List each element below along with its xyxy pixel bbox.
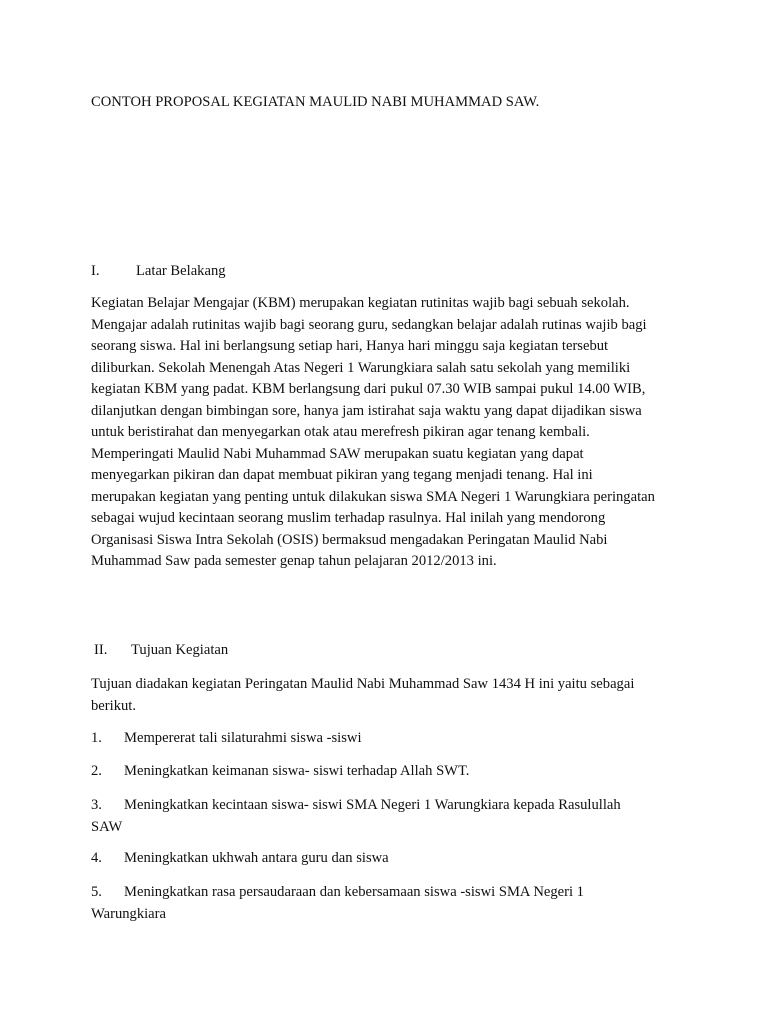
- list-item-number: 5.: [91, 884, 102, 900]
- list-item-text: Meningkatkan ukhwah antara guru dan siswa: [124, 850, 389, 866]
- section-2-intro: [91, 674, 691, 717]
- list-item-text: Mempererat tali silaturahmi siswa -siswi: [124, 730, 362, 746]
- document-title: CONTOH PROPOSAL KEGIATAN MAULID NABI MUHAMMAD SAW.: [91, 94, 540, 110]
- paragraph-line: untuk beristirahat dan menyegarkan otak atau merefresh pikiran agar tenang kembali.: [91, 424, 590, 440]
- paragraph-line: dilanjutkan dengan bimbingan sore, hanya jam istirahat saja waktu yang dapat dijadikan siswa: [91, 402, 642, 419]
- list-item: [91, 761, 691, 783]
- section-1-title: Latar Belakang: [136, 263, 226, 279]
- paragraph-line: diliburkan. Sekolah Menengah Atas Negeri 1 Warungkiara salah satu sekolah yang memiliki: [91, 359, 631, 376]
- list-item-number: 4.: [91, 850, 102, 866]
- section-2-number: II.: [94, 642, 108, 658]
- paragraph-line: kegiatan KBM yang padat. KBM berlangsung dari pukul 07.30 WIB sampai pukul 14.00 WIB,: [91, 381, 646, 397]
- list-item-text: Meningkatkan rasa persaudaraan dan kebersamaan siswa -siswi SMA Negeri 1: [124, 884, 584, 900]
- paragraph-line: berikut.: [91, 697, 136, 714]
- list-item: [91, 848, 691, 870]
- section-1-number: I.: [91, 263, 100, 279]
- paragraph-line: merupakan kegiatan yang penting untuk dilakukan siswa SMA Negeri 1 Warungkiara peringatan: [91, 488, 655, 505]
- paragraph-line: sebagai wujud kecintaan seorang muslim terhadap rasulnya. Hal inilah yang mendorong: [91, 510, 606, 526]
- section-2-title: Tujuan Kegiatan: [131, 642, 229, 658]
- section-2-heading: [94, 641, 694, 659]
- paragraph-line: Kegiatan Belajar Mengajar (KBM) merupakan kegiatan rutinitas wajib bagi sebuah sekolah.: [91, 295, 630, 311]
- list-item-number: 1.: [91, 730, 102, 746]
- paragraph-line: Memperingati Maulid Nabi Muhammad SAW merupakan suatu kegiatan yang dapat: [91, 445, 584, 462]
- list-item-text: Meningkatkan kecintaan siswa- siswi SMA Negeri 1 Warungkiara kepada Rasulullah: [124, 797, 621, 813]
- paragraph-line: seorang siswa. Hal ini berlangsung setiap hari, Hanya hari minggu saja kegiatan tersebut: [91, 338, 609, 354]
- paragraph-line: Tujuan diadakan kegiatan Peringatan Maulid Nabi Muhammad Saw 1434 H ini yaitu sebagai: [91, 676, 635, 692]
- paragraph-line: Muhammad Saw pada semester genap tahun pelajaran 2012/2013 ini.: [91, 553, 497, 569]
- list-item-continuation: SAW: [91, 818, 123, 835]
- list-item-text: Meningkatkan keimanan siswa- siswi terhadap Allah SWT.: [124, 763, 470, 779]
- list-item-continuation: Warungkiara: [91, 905, 166, 922]
- list-item-number: 2.: [91, 763, 102, 779]
- paragraph-line: menyegarkan pikiran dan dapat membuat pikiran yang tegang menjadi tenang. Hal ini: [91, 467, 593, 483]
- list-item: [91, 882, 691, 925]
- section-1-paragraph: [91, 293, 691, 573]
- list-item-number: 3.: [91, 797, 102, 813]
- paragraph-line: Organisasi Siswa Intra Sekolah (OSIS) bermaksud mengadakan Peringatan Maulid Nabi: [91, 531, 608, 548]
- section-1-heading: [91, 262, 691, 280]
- list-item: [91, 728, 691, 750]
- list-item: [91, 795, 691, 838]
- paragraph-line: Mengajar adalah rutinitas wajib bagi seorang guru, sedangkan belajar adalah rutinas wajib bagi: [91, 316, 647, 333]
